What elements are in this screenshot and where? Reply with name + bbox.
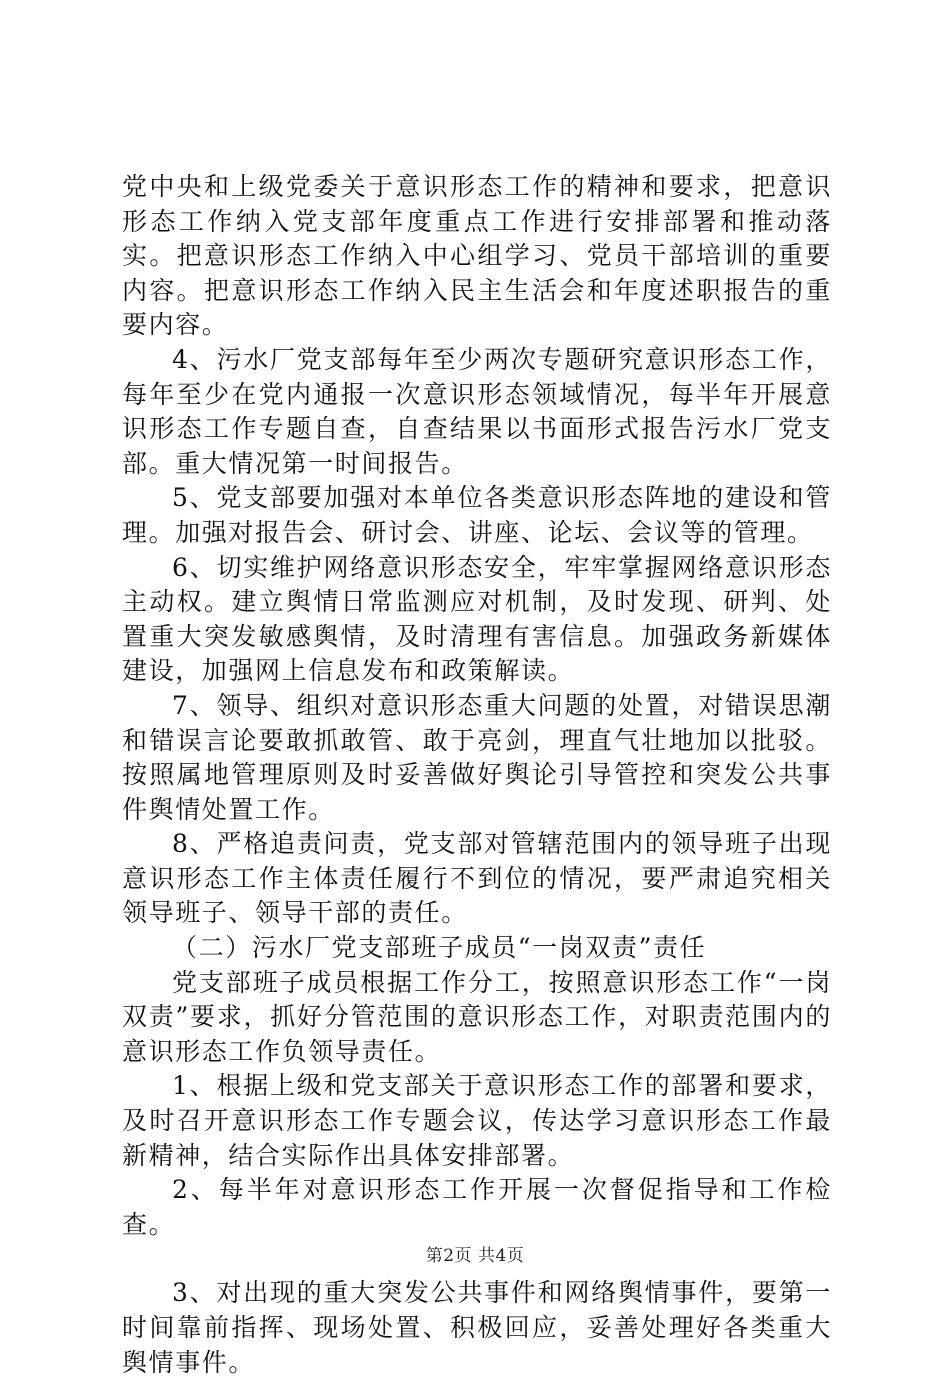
- document-body: [122, 170, 832, 1380]
- paragraph-item-6: 6、切实维护网络意识形态安全，牢牢掌握网络意识形态主动权。建立舆情日常监测应对机制，及时发现、研判、处置重大突发敏感舆情，及时清理有害信息。加强政务新媒体建设，加强网上信息发布和政策解读。: [122, 552, 832, 686]
- paragraph-item-2: 2、每半年对意识形态工作开展一次督促指导和工作检查。: [122, 1175, 832, 1239]
- paragraph-item-5: 5、党支部要加强对本单位各类意识形态阵地的建设和管理。加强对报告会、研讨会、讲座、论坛、会议等的管理。: [122, 483, 832, 547]
- paragraph-continuation: 党中央和上级党委关于意识形态工作的精神和要求，把意识形态工作纳入党支部年度重点工作进行安排部署和推动落实。把意识形态工作纳入中心组学习、党员干部培训的重要内容。把意识形态工作纳入民主生活会和年度述职报告的重要内容。: [122, 172, 832, 340]
- paragraph-item-3: 3、对出现的重大突发公共事件和网络舆情事件，要第一时间靠前指挥、现场处置、积极回应，妥善处理好各类重大舆情事件。: [122, 1278, 832, 1377]
- page-footer: 第2页 共4页: [425, 1246, 525, 1266]
- paragraph-item-8: 8、严格追责问责，党支部对管辖范围内的领导班子出现意识形态工作主体责任履行不到位的情况，要严肃追究相关领导班子、领导干部的责任。: [122, 829, 832, 928]
- paragraph-item-7: 7、领导、组织对意识形态重大问题的处置，对错误思潮和错误言论要敢抓敢管、敢于亮剑，理直气壮地加以批驳。按照属地管理原则及时妥善做好舆论引导管控和突发公共事件舆情处置工作。: [122, 690, 832, 824]
- paragraph-item-4: 4、污水厂党支部每年至少两次专题研究意识形态工作，每年至少在党内通报一次意识形态领域情况，每半年开展意识形态工作专题自查，自查结果以书面形式报告污水厂党支部。重大情况第一时间报告。: [122, 344, 832, 478]
- paragraph-intro: 党支部班子成员根据工作分工，按照意识形态工作“一岗双责”要求，抓好分管范围的意识形态工作，对职责范围内的意识形态工作负领导责任。: [122, 967, 832, 1066]
- section-heading: （二）污水厂党支部班子成员“一岗双责”责任: [172, 933, 707, 963]
- paragraph-item-1: 1、根据上级和党支部关于意识形态工作的部署和要求，及时召开意识形态工作专题会议，传达学习意识形态工作最新精神，结合实际作出具体安排部署。: [122, 1071, 832, 1170]
